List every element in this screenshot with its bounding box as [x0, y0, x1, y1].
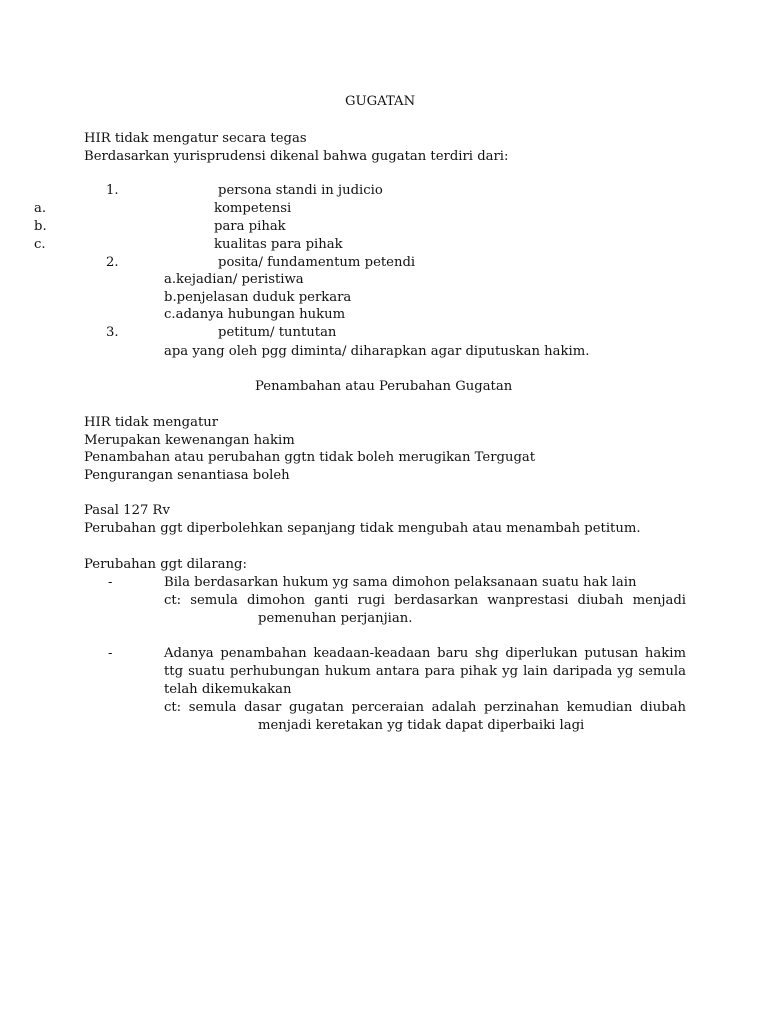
sub-item-text: c.adanya hubungan hukum: [164, 307, 346, 322]
sub-item-letter: b.: [34, 219, 47, 234]
item-1-number: 1.: [106, 183, 119, 198]
bullet-1-text: Bila berdasarkan hukum yg sama dimohon pelaksanaan suatu hak lain: [164, 575, 637, 590]
bullet-dash: -: [108, 646, 113, 661]
document-title: GUGATAN: [345, 94, 416, 109]
bullet-2-line-1: Adanya penambahan keadaan-keadaan baru shg diperlukan putusan hakim: [164, 646, 686, 661]
intro-line-1: HIR tidak mengatur secara tegas: [84, 131, 307, 146]
item-1-label: persona standi in judicio: [218, 183, 383, 198]
section-line: HIR tidak mengatur: [84, 415, 219, 430]
section-line: Merupakan kewenangan hakim: [84, 433, 295, 448]
intro-line-2: Berdasarkan yurisprudensi dikenal bahwa gugatan terdiri dari:: [84, 149, 509, 164]
section-line: Pengurangan senantiasa boleh: [84, 468, 290, 483]
item-2-number: 2.: [106, 255, 119, 270]
sub-item-text: b.penjelasan duduk perkara: [164, 290, 352, 305]
item-3-number: 3.: [106, 325, 119, 340]
bullet-1-example-line-1: ct: semula dimohon ganti rugi berdasarkan wanprestasi diubah menjadi: [164, 593, 686, 608]
sub-item-letter: a.: [34, 201, 47, 216]
bullet-dash: -: [108, 575, 113, 590]
sub-item-text: kompetensi: [214, 201, 292, 216]
section-line: Penambahan atau perubahan ggtn tidak boleh merugikan Tergugat: [84, 450, 536, 465]
bullet-2-example-line-2: menjadi keretakan yg tidak dapat diperbaiki lagi: [258, 718, 585, 733]
sub-item-letter: c.: [34, 237, 46, 252]
item-3-description: apa yang oleh pgg diminta/ diharapkan agar diputuskan hakim.: [164, 344, 590, 359]
pasal-text: Perubahan ggt diperbolehkan sepanjang tidak mengubah atau menambah petitum.: [84, 521, 641, 536]
item-2-label: posita/ fundamentum petendi: [218, 255, 416, 270]
sub-item-text: kualitas para pihak: [214, 237, 343, 252]
bullet-2-example-line-1: ct: semula dasar gugatan perceraian adalah perzinahan kemudian diubah: [164, 700, 686, 715]
section-heading: Penambahan atau Perubahan Gugatan: [255, 379, 513, 394]
sub-item-text: para pihak: [214, 219, 286, 234]
pasal-title: Pasal 127 Rv: [84, 503, 170, 518]
bullet-2-line-2: ttg suatu perhubungan hukum antara para pihak yg lain daripada yg semula: [164, 664, 686, 679]
dilarang-heading: Perubahan ggt dilarang:: [84, 557, 247, 572]
item-3-label: petitum/ tuntutan: [218, 325, 337, 340]
sub-item-text: a.kejadian/ peristiwa: [164, 272, 304, 287]
bullet-2-line-3: telah dikemukakan: [164, 682, 292, 697]
bullet-1-example-line-2: pemenuhan perjanjian.: [258, 611, 413, 626]
